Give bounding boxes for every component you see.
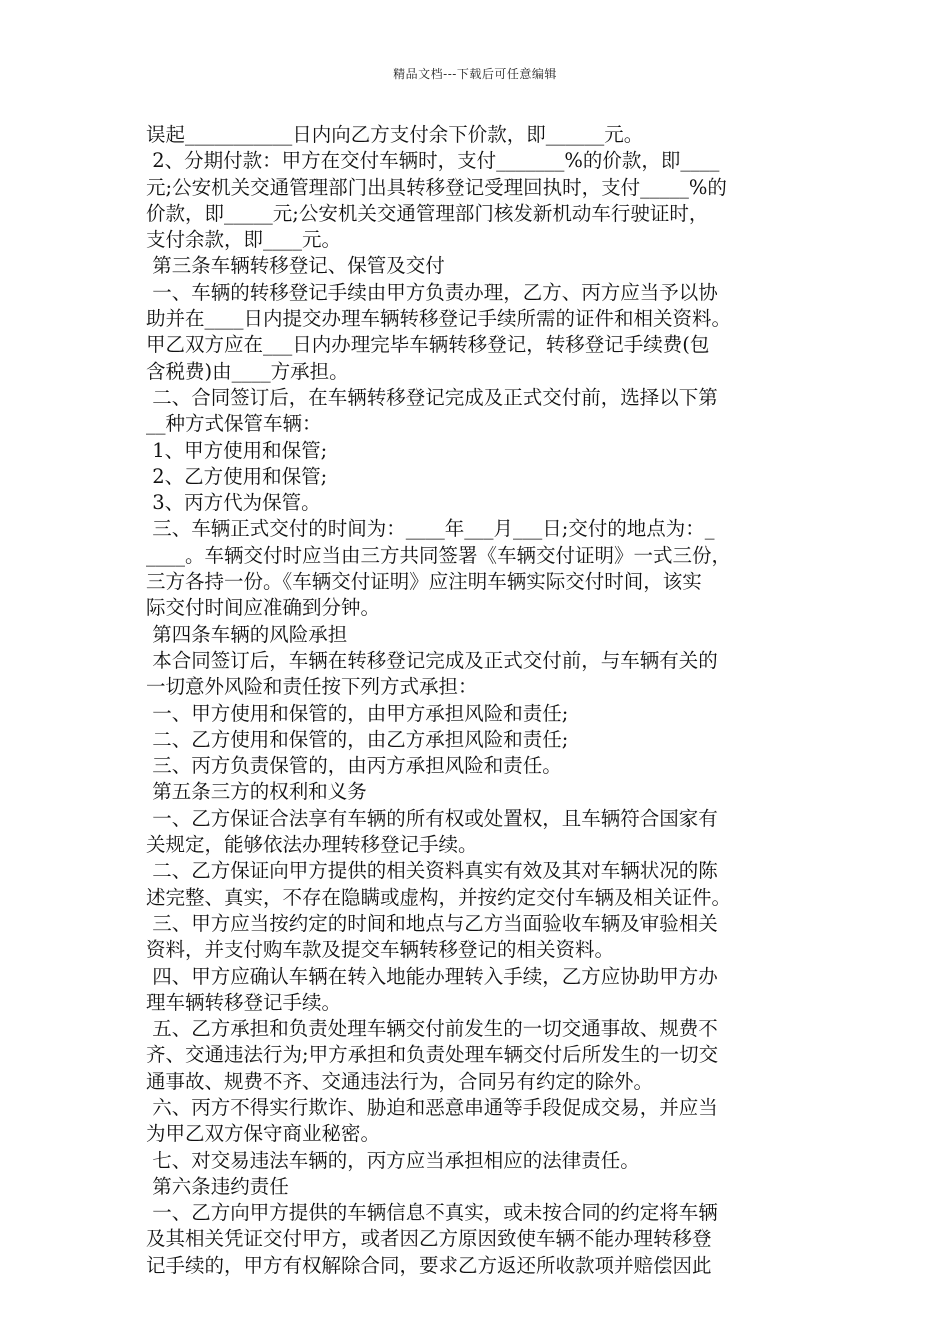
text-line: 第六条违约责任: [146, 1174, 289, 1198]
text-line: 含税费)由____方承担。: [146, 359, 349, 383]
text-line: 关规定，能够依法办理转移登记手续。: [146, 833, 478, 857]
text-line: 理车辆转移登记手续。: [146, 990, 342, 1014]
text-line: 2、分期付款：甲方在交付车辆时，支付_______%的价款，即____: [146, 149, 720, 173]
text-line: 二、乙方使用和保管的，由乙方承担风险和责任;: [146, 727, 569, 751]
text-line: 第五条三方的权利和义务: [146, 780, 367, 804]
text-line: 五、乙方承担和负责处理车辆交付前发生的一切交通事故、规费不: [146, 1017, 718, 1041]
text-line: 三、丙方负责保管的，由丙方承担风险和责任。: [146, 754, 562, 778]
text-line: 甲乙双方应在___日内办理完毕车辆转移登记，转移登记手续费(包: [146, 333, 710, 357]
text-line: 及其相关凭证交付甲方，或者因乙方原因致使车辆不能办理转移登: [146, 1227, 712, 1251]
text-line: 六、丙方不得实行欺诈、胁迫和恶意串通等手段促成交易，并应当: [146, 1095, 718, 1119]
text-line: 三方各持一份。《车辆交付证明》应注明车辆实际交付时间，该实: [146, 570, 702, 594]
text-line: 一、乙方向甲方提供的车辆信息不真实，或未按合同的约定将车辆: [146, 1201, 718, 1225]
text-line: 一、车辆的转移登记手续由甲方负责办理，乙方、丙方应当予以协: [146, 280, 718, 304]
text-line: 为甲乙双方保守商业秘密。: [146, 1122, 381, 1146]
text-line: 一切意外风险和责任按下列方式承担：: [146, 675, 478, 699]
text-line: 价款，即_____元;公安机关交通管理部门核发新机动车行驶证时，: [146, 201, 709, 225]
text-line: 元;公安机关交通管理部门出具转移登记受理回执时，支付_____%的: [146, 175, 727, 199]
text-line: 助并在____日内提交办理车辆转移登记手续所需的证件和相关资料。: [146, 307, 732, 331]
text-line: 际交付时间应准确到分钟。: [146, 596, 381, 620]
text-line: 3、丙方代为保管。: [146, 491, 321, 515]
text-line: 一、甲方使用和保管的，由甲方承担风险和责任;: [146, 701, 569, 725]
text-line: 一、乙方保证合法享有车辆的所有权或处置权，且车辆符合国家有: [146, 806, 718, 830]
text-line: 第四条车辆的风险承担: [146, 622, 348, 646]
text-line: 记手续的，甲方有权解除合同，要求乙方返还所收款项并赔偿因此: [146, 1253, 712, 1277]
page-header: 精品文档---下载后可任意编辑: [393, 67, 557, 81]
text-line: 2、乙方使用和保管;: [146, 464, 328, 488]
text-line: ____。车辆交付时应当由三方共同签署《车辆交付证明》一式三份，: [146, 543, 732, 567]
text-line: __种方式保管车辆：: [146, 412, 322, 436]
text-line: 齐、交通违法行为;甲方承担和负责处理车辆交付后所发生的一切交: [146, 1043, 719, 1067]
text-line: 误起___________日内向乙方支付余下价款，即______元。: [146, 123, 644, 146]
text-line: 七、对交易违法车辆的，丙方应当承担相应的法律责任。: [146, 1148, 640, 1172]
text-line: 1、甲方使用和保管;: [146, 438, 328, 462]
text-line: 述完整、真实，不存在隐瞒或虚构，并按约定交付车辆及相关证件。: [146, 885, 732, 909]
text-line: 三、车辆正式交付的时间为：____年___月___日;交付的地点为：_: [146, 517, 715, 541]
text-line: 三、甲方应当按约定的时间和地点与乙方当面验收车辆及审验相关: [146, 911, 718, 935]
text-line: 资料，并支付购车款及提交车辆转移登记的相关资料。: [146, 938, 615, 962]
text-line: 通事故、规费不齐、交通违法行为，合同另有约定的除外。: [146, 1069, 654, 1093]
text-line: 第三条车辆转移登记、保管及交付: [146, 254, 445, 278]
contract-body: [146, 122, 816, 1279]
text-line: 二、乙方保证向甲方提供的相关资料真实有效及其对车辆状况的陈: [146, 859, 718, 883]
text-line: 本合同签订后，车辆在转移登记完成及正式交付前，与车辆有关的: [146, 648, 718, 672]
text-line: 支付余款，即____元。: [146, 228, 342, 252]
text-line: 二、合同签订后，在车辆转移登记完成及正式交付前，选择以下第: [146, 385, 718, 409]
text-line: 四、甲方应确认车辆在转入地能办理转入手续，乙方应协助甲方办: [146, 964, 718, 988]
